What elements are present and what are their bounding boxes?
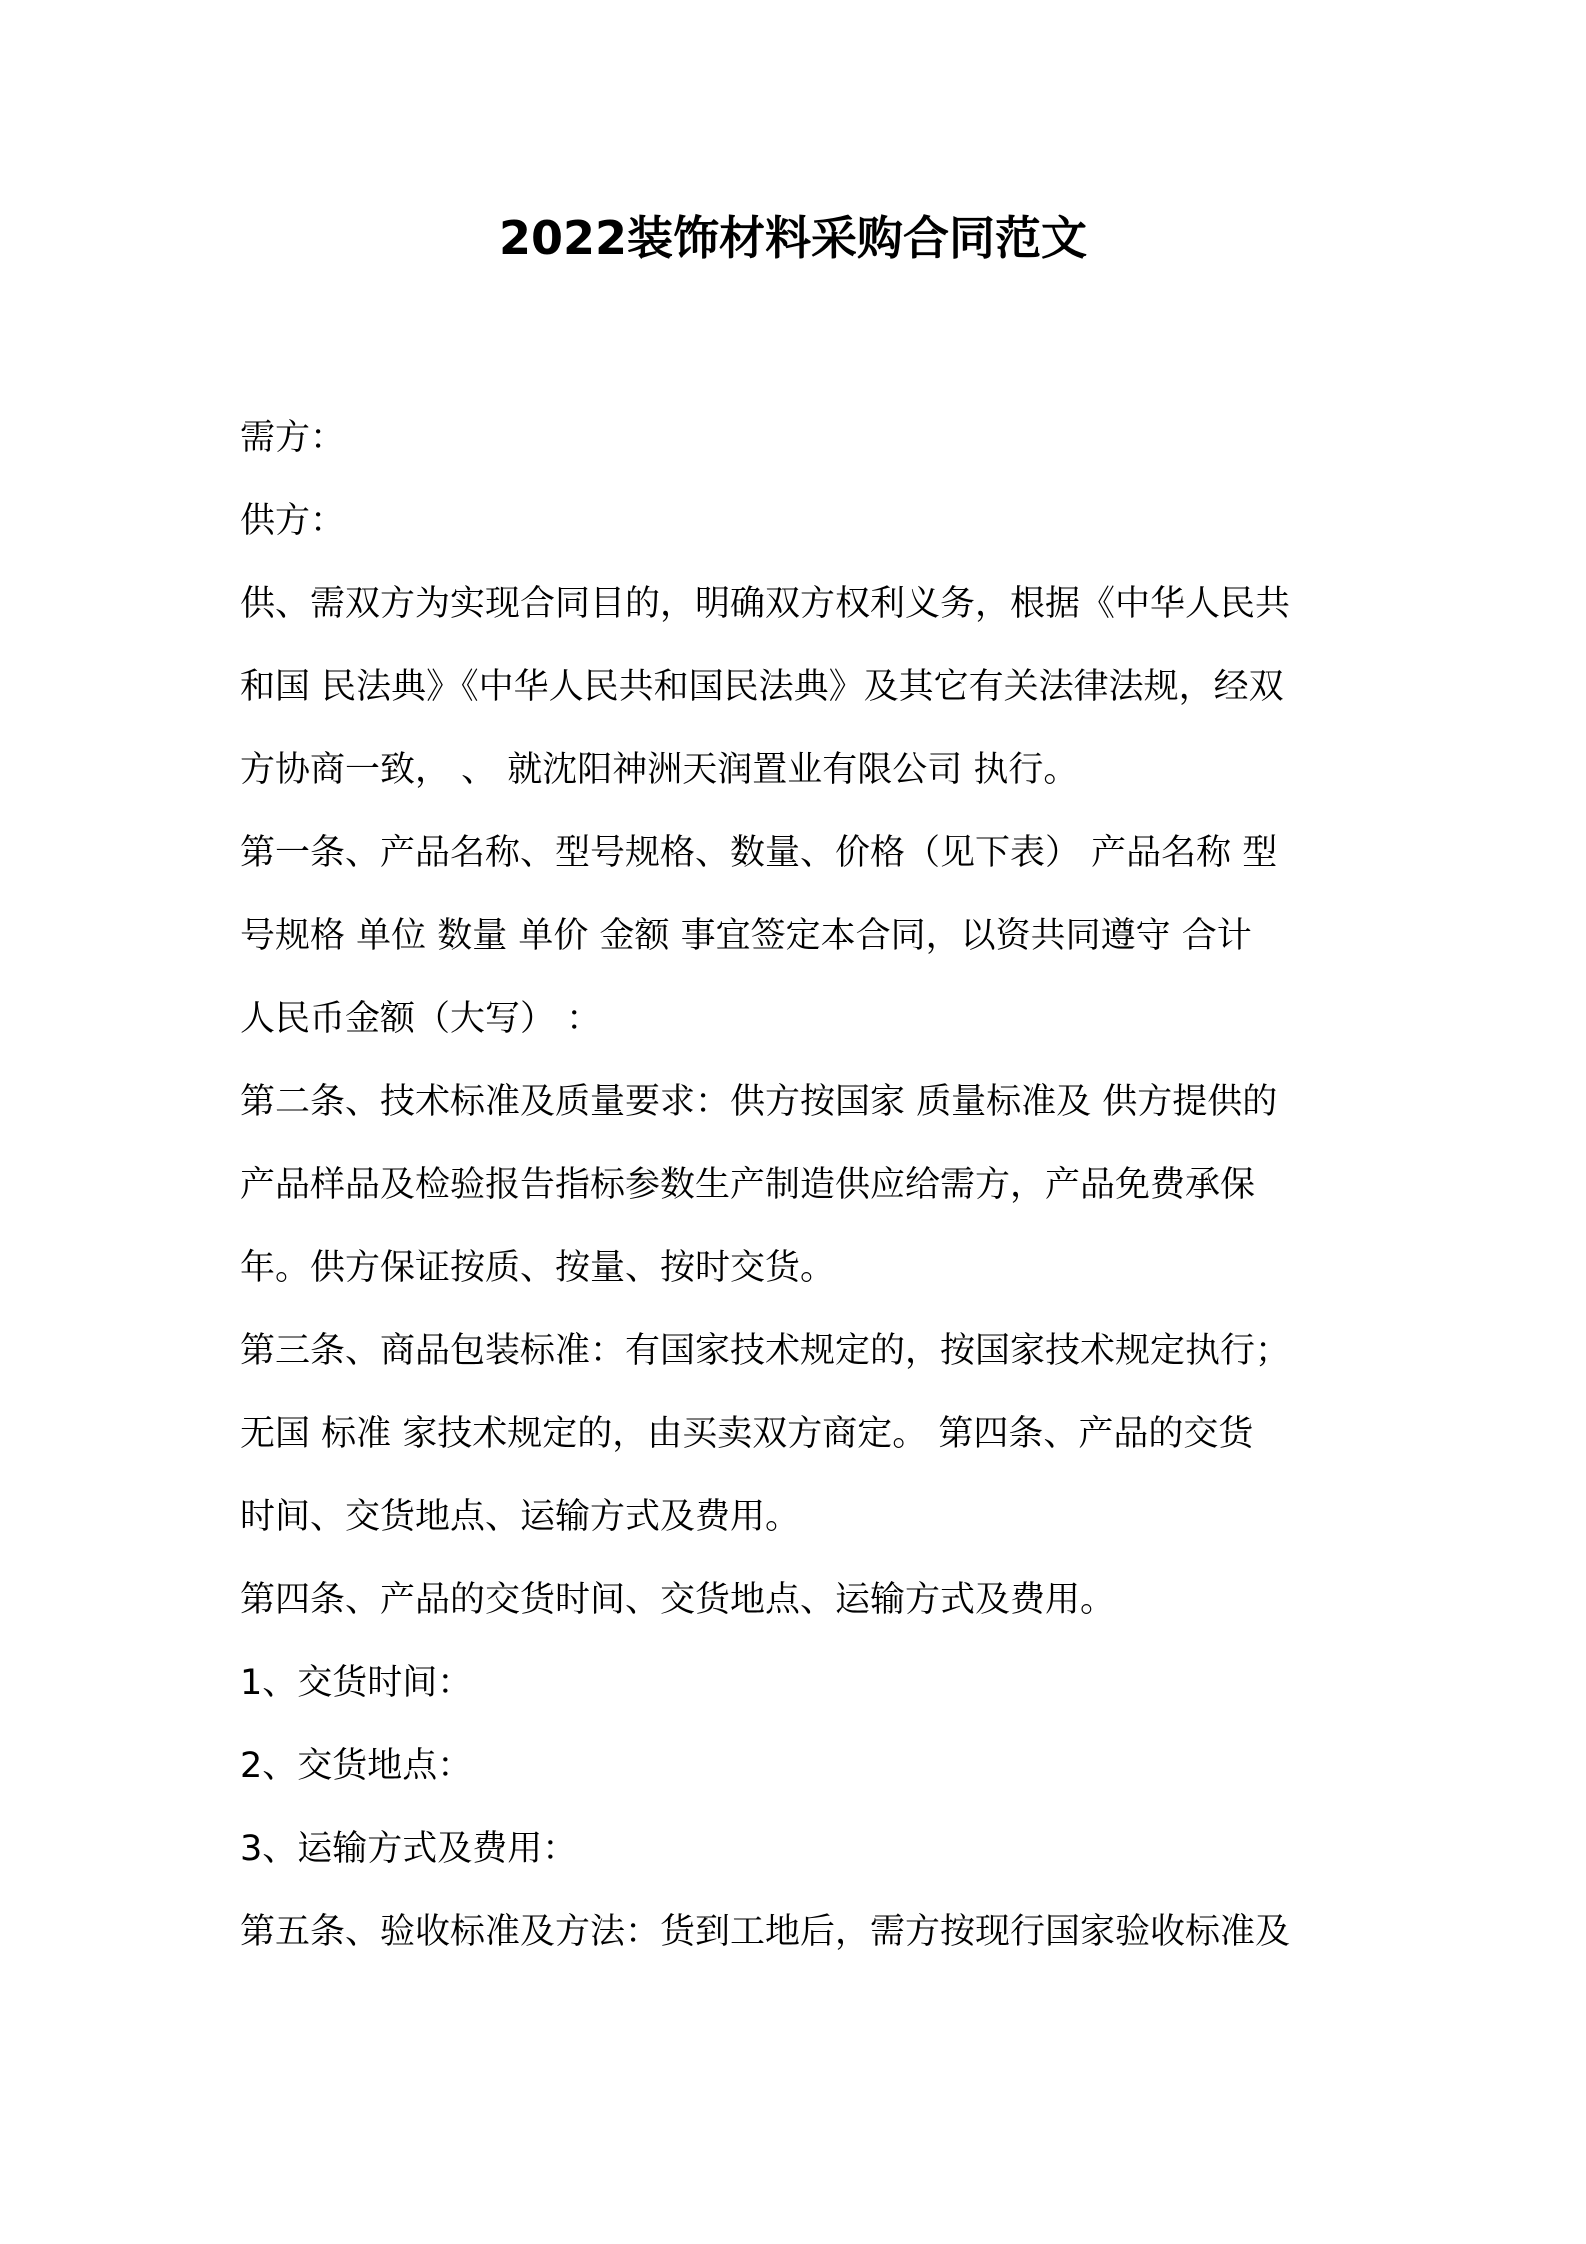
document-line: 号规格 单位 数量 单价 金额 事宜签定本合同，以资共同遵守 合计	[240, 916, 1252, 956]
document-line: 人民币金额（大写） ：	[240, 999, 602, 1039]
document-line: 时间、交货地点、运输方式及费用。	[240, 1497, 801, 1537]
document-line: 年。供方保证按质、按量、按时交货。	[240, 1248, 836, 1288]
list-item-delivery-time: 1、交货时间：	[240, 1663, 473, 1703]
article-3-heading: 第三条、商品包装标准：有国家技术规定的，按国家技术规定执行；	[240, 1331, 1291, 1371]
list-item-transport: 3、运输方式及费用：	[240, 1829, 578, 1869]
document-line: 方协商一致， 、 就沈阳神洲天润置业有限公司 执行。	[240, 750, 1079, 790]
article-4-heading: 第四条、产品的交货时间、交货地点、运输方式及费用。	[240, 1580, 1116, 1620]
document-title: 2022装饰材料采购合同范文	[498, 211, 1088, 265]
document-line-supplier: 供方：	[240, 501, 346, 541]
document-line: 产品样品及检验报告指标参数生产制造供应给需方，产品免费承保	[240, 1165, 1256, 1205]
document-line-demander: 需方：	[240, 418, 346, 458]
list-item-delivery-place: 2、交货地点：	[240, 1746, 473, 1786]
article-2-heading: 第二条、技术标准及质量要求：供方按国家 质量标准及 供方提供的	[240, 1082, 1278, 1122]
document-line: 供、需双方为实现合同目的，明确双方权利义务，根据《中华人民共	[240, 584, 1291, 624]
article-5-heading: 第五条、验收标准及方法：货到工地后，需方按现行国家验收标准及	[240, 1912, 1291, 1952]
article-1-heading: 第一条、产品名称、型号规格、数量、价格（见下表） 产品名称 型	[240, 833, 1278, 873]
document-line: 无国 标准 家技术规定的，由买卖双方商定。 第四条、产品的交货	[240, 1414, 1254, 1454]
document-line: 和国 民法典》《中华人民共和国民法典》及其它有关法律法规，经双	[240, 667, 1284, 707]
